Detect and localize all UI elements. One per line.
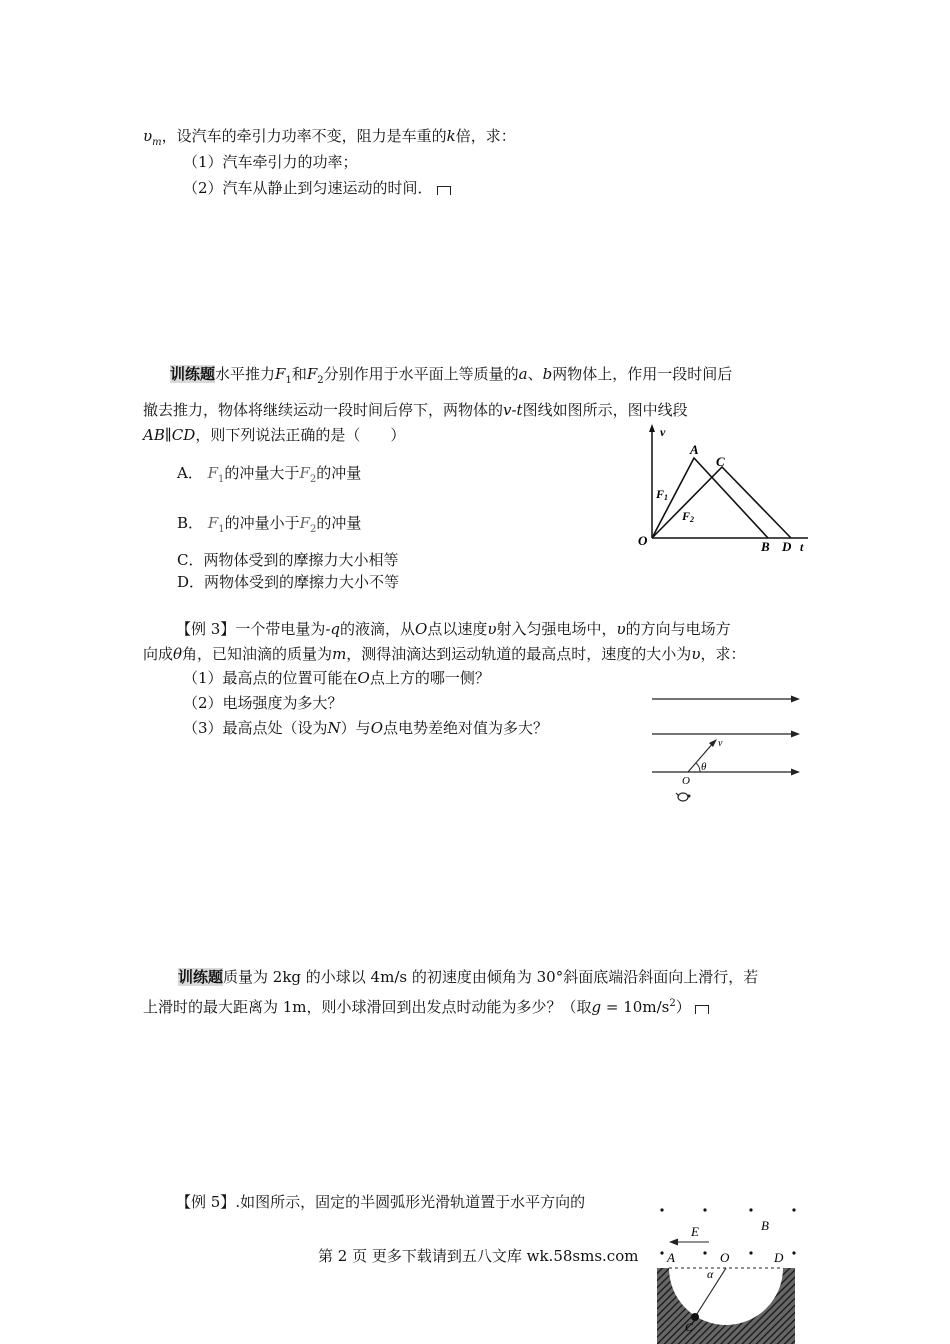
text-span: 图线如图所示，图中线段 xyxy=(522,401,688,419)
option-a xyxy=(177,463,361,490)
vt-symbol: v-t xyxy=(503,401,523,419)
example-3-question-2: （2）电场强度为多大？ xyxy=(183,694,343,712)
text-span: 点以速度 xyxy=(427,620,488,638)
text-span: 上滑时的最大距离为 1m，则小球滑回到出发点时动能为多少？（取 xyxy=(143,998,592,1016)
text-span: （1）最高点的位置可能在 xyxy=(183,669,358,687)
F2-symbol: F xyxy=(299,464,310,482)
velocity-symbol: υ xyxy=(487,620,497,638)
angle-arc xyxy=(696,763,700,772)
text-span: 和 xyxy=(291,365,307,383)
droplet-icon xyxy=(676,793,691,801)
v-axis-arrow-icon xyxy=(649,424,655,432)
theta-symbol: θ xyxy=(173,645,183,663)
arrow-icon xyxy=(669,1239,678,1246)
CD-label: CD xyxy=(171,426,196,444)
F2-sub: 2 xyxy=(690,515,695,524)
F1-label xyxy=(655,487,668,502)
B-label: B xyxy=(761,1218,769,1233)
O-symbol: O xyxy=(357,669,370,687)
F2-text: F xyxy=(682,509,691,523)
field-dots xyxy=(660,1208,795,1254)
O-label: O xyxy=(720,1250,730,1265)
text-span: 的液滴，从 xyxy=(340,620,416,638)
F2-label xyxy=(681,509,694,524)
F2-symbol: F xyxy=(306,365,318,383)
text-span: .如图所示，固定的半圆弧形光滑轨道置于水平方向的 xyxy=(235,1193,586,1211)
example-3-question-1 xyxy=(183,668,490,688)
arrow-icon xyxy=(791,696,800,703)
O-label: O xyxy=(682,775,690,787)
problem-continuation-line xyxy=(143,126,516,153)
training-1-line-1 xyxy=(170,364,732,391)
a-symbol: a xyxy=(518,365,528,383)
A-label: A xyxy=(690,442,699,457)
text-span: 的方向与电场方 xyxy=(625,620,731,638)
velocity-symbol: υ xyxy=(143,127,153,145)
text-span: = 10m/s xyxy=(601,998,670,1016)
page-footer: 第 2 页 更多下载请到五八文库 wk.58sms.com xyxy=(318,1247,639,1265)
subscript: 1 xyxy=(218,524,225,535)
text-span: （3）最高点处（设为 xyxy=(183,719,328,737)
C-label: C xyxy=(716,454,725,469)
text-span: 、 xyxy=(527,365,543,383)
text-span: ，设汽车的牵引力功率不变，阻力是车重的 xyxy=(161,127,447,145)
example-tag: 【例 5】 xyxy=(176,1193,236,1211)
question-2 xyxy=(183,178,451,198)
subscript: 2 xyxy=(309,474,317,485)
text-span: ，测得油滴达到运动轨道的最高点时，速度的大小为 xyxy=(346,645,692,663)
vt-graph xyxy=(640,422,820,552)
mass-symbol: m xyxy=(332,645,347,663)
velocity-symbol: υ xyxy=(691,645,701,663)
text-span: ，求： xyxy=(700,645,746,663)
option-b xyxy=(177,513,361,540)
A-label: A xyxy=(667,1250,675,1265)
option-c: C．两物体受到的摩擦力大小相等 xyxy=(177,551,399,569)
arrow-icon xyxy=(791,731,800,738)
O-symbol: O xyxy=(370,719,383,737)
text-span: 向成 xyxy=(143,645,174,663)
F1-symbol: F xyxy=(207,464,219,482)
subscript: 2 xyxy=(317,375,324,386)
C-label: C xyxy=(685,1320,694,1334)
option-d: D．两物体受到的摩擦力大小不等 xyxy=(177,573,400,591)
text-span: 角，已知油滴的质量为 xyxy=(182,645,333,663)
velocity-symbol: υ xyxy=(616,620,626,638)
option-letter: A． xyxy=(177,464,203,482)
theta-label: θ xyxy=(701,761,707,773)
example-3-line-1 xyxy=(176,619,731,639)
example-5-line-1 xyxy=(176,1192,585,1212)
training-1-line-2 xyxy=(143,400,688,420)
text-span: 射入匀强电场中， xyxy=(496,620,617,638)
text-span: 质量为 2kg 的小球以 4m/s 的初速度由倾角为 30°斜面底端沿斜面向上滑行，若 xyxy=(223,968,759,986)
charge-symbol: -q xyxy=(325,620,340,638)
F1-symbol: F xyxy=(207,514,219,532)
D-label: D xyxy=(774,1250,784,1265)
example-3-line-2 xyxy=(143,644,745,664)
track-block xyxy=(657,1268,795,1344)
text-span: 一个带电量为 xyxy=(235,620,326,638)
training-tag: 训练题 xyxy=(170,365,216,383)
return-mark-icon xyxy=(695,1005,709,1014)
text-span: ）与 xyxy=(340,719,371,737)
text-span: 的冲量 xyxy=(316,514,362,532)
g-symbol: g xyxy=(591,998,602,1016)
text-span: 水平推力 xyxy=(215,365,276,383)
text-span: 撤去推力，物体将继续运动一段时间后停下，两物体的 xyxy=(143,401,504,419)
v-label: v xyxy=(718,738,723,749)
training-tag: 训练题 xyxy=(178,968,224,986)
v-label: v xyxy=(660,425,666,439)
velocity-subscript: m xyxy=(152,137,162,148)
text-span: 分别作用于水平面上等质量的 xyxy=(323,365,519,383)
F1-symbol: F xyxy=(275,365,286,383)
text-span: 两物体上，作用一段时间后 xyxy=(552,365,733,383)
O-label: O xyxy=(638,533,648,548)
subscript: 1 xyxy=(218,474,225,485)
return-mark-icon xyxy=(437,186,451,195)
training-2-line-1 xyxy=(178,967,758,987)
E-label: E xyxy=(691,1224,699,1239)
subscript: 2 xyxy=(310,524,317,535)
electric-field-figure xyxy=(650,690,810,810)
example-3-question-3 xyxy=(183,718,548,738)
k-symbol: k xyxy=(446,127,456,145)
F2-symbol: F xyxy=(299,514,311,532)
N-symbol: N xyxy=(327,719,341,737)
parallel-symbol: ∥ xyxy=(164,426,172,444)
superscript: 2 xyxy=(669,998,676,1009)
subscript: 1 xyxy=(285,375,292,386)
alpha-label: α xyxy=(707,1267,714,1281)
training-1-line-3 xyxy=(143,425,405,445)
question-2-text: （2）汽车从静止到匀速运动的时间． xyxy=(183,179,433,197)
t-label: t xyxy=(800,540,804,554)
text-span: ，则下列说法正确的是（ ） xyxy=(195,426,406,444)
F1-sub: 1 xyxy=(664,493,669,502)
F2-line xyxy=(652,467,791,538)
text-span: ） xyxy=(675,998,691,1016)
B-label: B xyxy=(761,539,770,554)
text-span: 的冲量 xyxy=(316,464,362,482)
F1-line xyxy=(652,458,768,538)
semicircle-track-figure xyxy=(655,1204,805,1344)
text-span: 倍，求： xyxy=(455,127,516,145)
question-1: （1）汽车牵引力的功率； xyxy=(183,153,358,171)
text-span: 点上方的哪一侧？ xyxy=(369,669,490,687)
O-symbol: O xyxy=(415,620,428,638)
example-tag: 【例 3】 xyxy=(176,620,236,638)
text-span: 的冲量大于 xyxy=(224,464,300,482)
text-span: 点电势差绝对值为多大？ xyxy=(383,719,549,737)
text-span: 的冲量小于 xyxy=(224,514,300,532)
arrow-icon xyxy=(791,769,800,776)
option-letter: B． xyxy=(177,514,204,532)
b-symbol: b xyxy=(542,365,553,383)
D-label: D xyxy=(782,539,792,554)
F1-text: F xyxy=(656,487,665,501)
training-2-line-2 xyxy=(143,994,709,1017)
AB-label: AB xyxy=(143,426,165,444)
